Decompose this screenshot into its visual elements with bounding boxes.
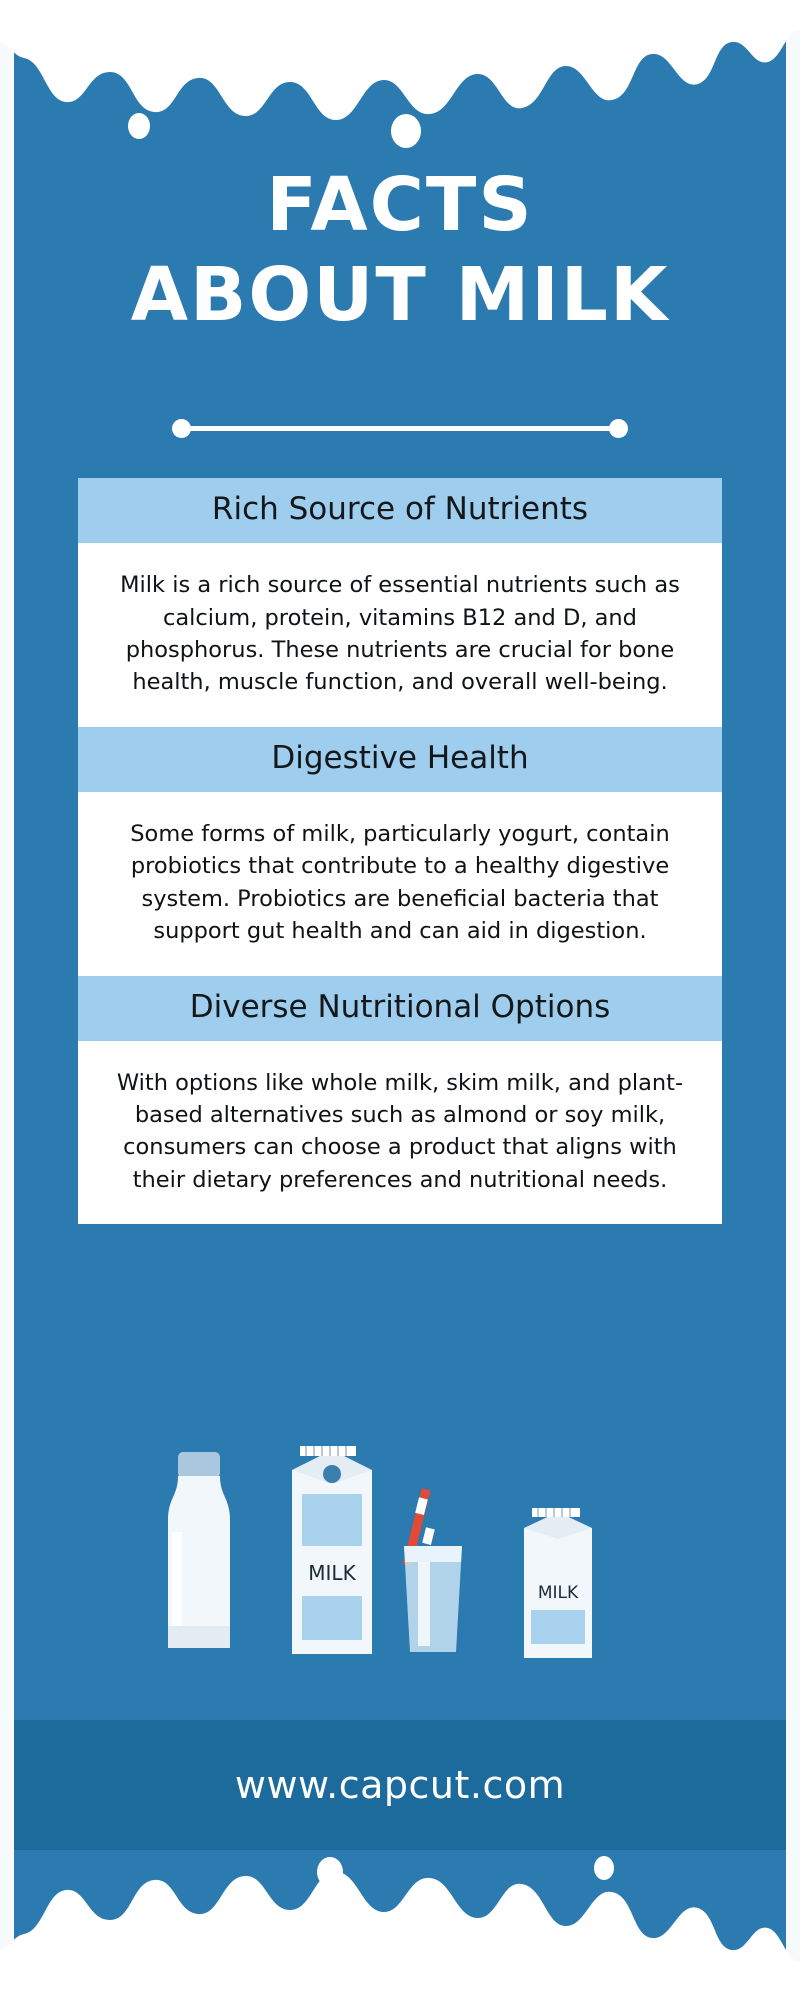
fact-body-1: Milk is a rich source of essential nutrients such as calcium, protein, vitamins B12 and D, and phosphorus. These nutrients are crucial for bone health, muscle function, and overall well-being. bbox=[78, 543, 722, 727]
fact-heading-3: Diverse Nutritional Options bbox=[78, 976, 722, 1041]
title-line-1: FACTS bbox=[266, 162, 534, 248]
milk-bottle-icon bbox=[168, 1452, 230, 1648]
facts-card bbox=[78, 478, 722, 1224]
fact-body-2: Some forms of milk, particularly yogurt, contain probiotics that contribute to a healthy digestive system. Probiotics are beneficial bacteria that support gut health and can aid in digestion. bbox=[78, 792, 722, 976]
title-divider bbox=[0, 418, 800, 438]
footer-url[interactable]: www.capcut.com bbox=[234, 1763, 566, 1807]
fact-heading-1: Rich Source of Nutrients bbox=[78, 478, 722, 543]
divider-line bbox=[180, 426, 620, 431]
milk-drip-bottom-decoration bbox=[0, 1850, 800, 2000]
divider-dot-left bbox=[172, 419, 191, 438]
footer-bar bbox=[14, 1720, 786, 1850]
milk-carton-small-icon bbox=[524, 1508, 592, 1658]
divider-dot-right bbox=[609, 419, 628, 438]
milk-glass-icon bbox=[403, 1488, 462, 1652]
carton-small-label: MILK bbox=[537, 1583, 579, 1603]
milk-carton-large-icon bbox=[292, 1446, 372, 1654]
title-line-2: ABOUT MILK bbox=[130, 252, 670, 339]
fact-heading-2: Digestive Health bbox=[78, 727, 722, 792]
carton-large-label: MILK bbox=[308, 1561, 356, 1585]
milk-products-illustration bbox=[0, 1440, 800, 1720]
page-title bbox=[0, 160, 800, 341]
fact-body-3: With options like whole milk, skim milk, and plant-based alternatives such as almond or soy milk, consumers can choose a product that aligns with their dietary preferences and nutritional needs. bbox=[78, 1041, 722, 1225]
milk-drip-top-decoration bbox=[0, 0, 800, 150]
